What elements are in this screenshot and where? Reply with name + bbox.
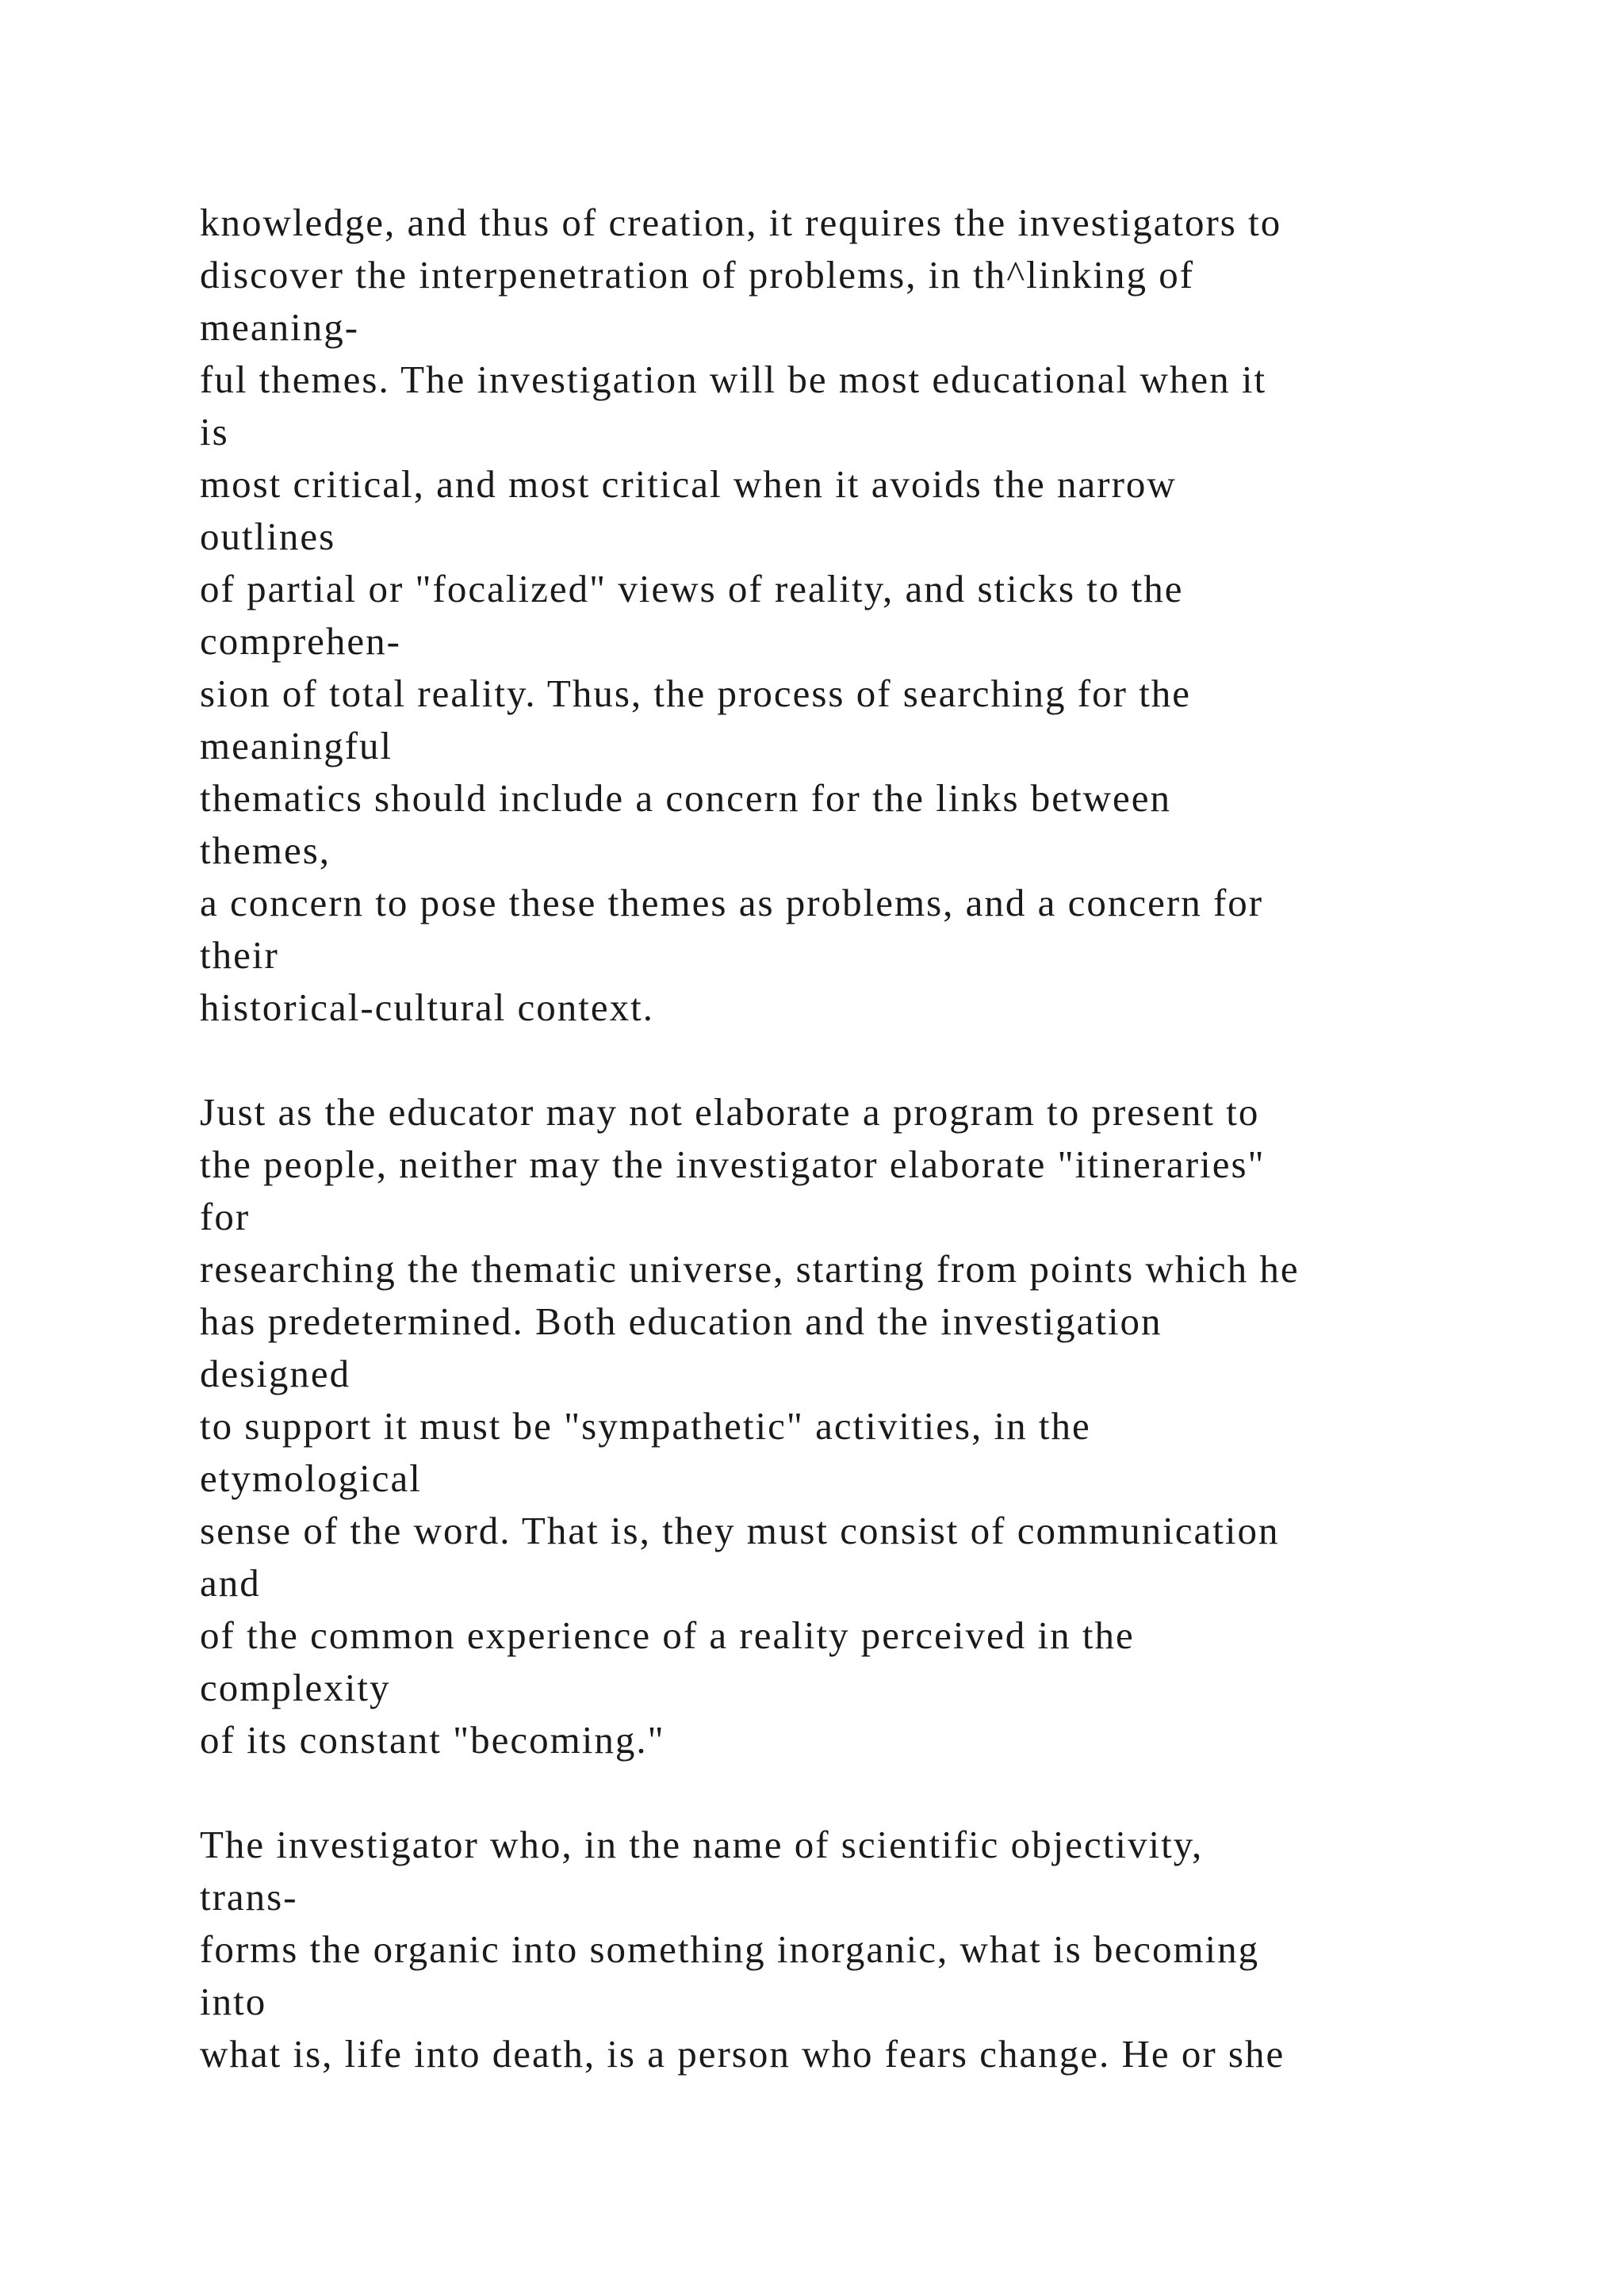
text-line: forms the organic into something inorganic, what is becoming: [200, 1927, 1260, 1971]
text-line: discover the interpenetration of problems, in th^linking of: [200, 253, 1195, 297]
text-line: thematics should include a concern for the links between: [200, 776, 1172, 820]
text-line: comprehen-: [200, 619, 401, 663]
text-line: their: [200, 933, 279, 977]
text-line: The investigator who, in the name of scientific objectivity,: [200, 1823, 1204, 1866]
text-line: what is, life into death, is a person who fears change. He or she: [200, 2032, 1285, 2076]
text-line: into: [200, 1980, 267, 2023]
text-line: designed: [200, 1352, 351, 1395]
text-line: most critical, and most critical when it avoids the narrow: [200, 462, 1177, 506]
text-line: meaningful: [200, 724, 393, 767]
text-line: of its constant "becoming.": [200, 1718, 665, 1762]
text-line: has predetermined. Both education and the investigation: [200, 1299, 1162, 1343]
text-line: researching the thematic universe, starting from points which he: [200, 1247, 1300, 1291]
text-line: meaning-: [200, 305, 360, 349]
document-text: [200, 197, 1548, 2080]
text-line: to support it must be "sympathetic" activities, in the: [200, 1404, 1091, 1448]
text-line: ful themes. The investigation will be most educational when it: [200, 358, 1267, 401]
text-line: and: [200, 1561, 261, 1605]
text-line: Just as the educator may not elaborate a program to present to: [200, 1090, 1260, 1134]
text-line: etymological: [200, 1456, 422, 1500]
text-line: knowledge, and thus of creation, it requires the investigators to: [200, 201, 1282, 244]
text-line: outlines: [200, 515, 336, 558]
text-line: themes,: [200, 828, 331, 872]
paragraph-gap: [200, 1034, 1548, 1086]
text-line: a concern to pose these themes as problems, and a concern for: [200, 881, 1264, 924]
text-line: of partial or "focalized" views of reality, and sticks to the: [200, 567, 1184, 610]
text-line: sense of the word. That is, they must consist of communication: [200, 1509, 1280, 1552]
text-line: the people, neither may the investigator elaborate "itineraries": [200, 1142, 1266, 1186]
paragraph-gap: [200, 1766, 1548, 1819]
text-line: complexity: [200, 1666, 391, 1709]
text-line: for: [200, 1195, 251, 1238]
text-line: historical-cultural context.: [200, 985, 655, 1029]
text-line: sion of total reality. Thus, the process of searching for the: [200, 672, 1192, 715]
text-line: trans-: [200, 1875, 298, 1919]
text-line: of the common experience of a reality perceived in the: [200, 1613, 1135, 1657]
text-line: is: [200, 410, 229, 453]
